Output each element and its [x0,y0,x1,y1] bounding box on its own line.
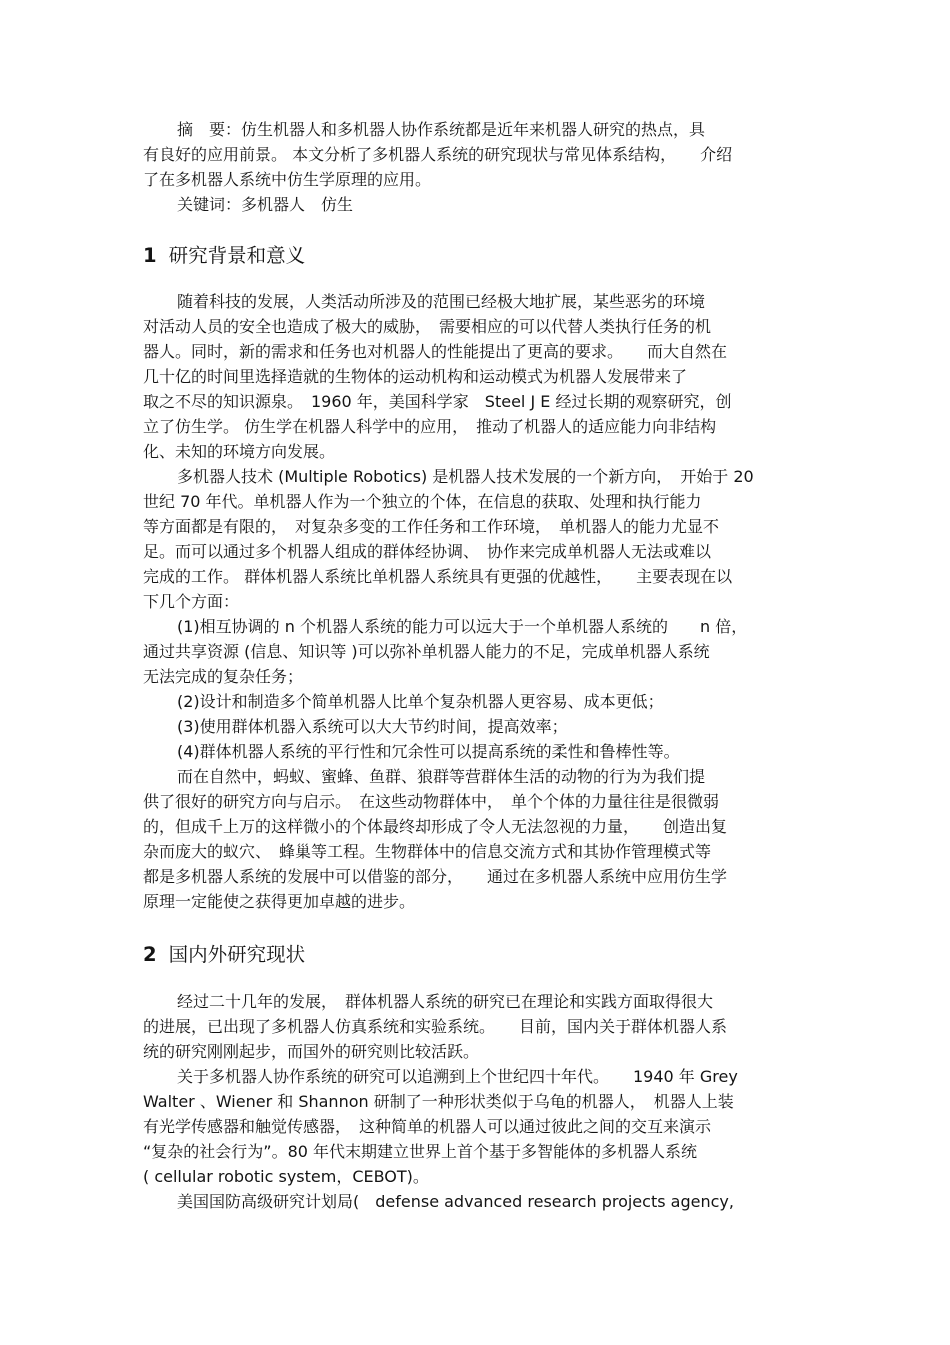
s1-line: 世纪 70 年代。单机器人作为一个独立的个体，在信息的获取、处理和执行能力 [143,492,702,511]
s1-line: 对活动人员的安全也造成了极大的威胁， 需要相应的可以代替人类执行任务的机 [143,317,712,336]
s2-line: 美国国防高级研究计划局( defense advanced research projects agency, [177,1192,734,1211]
s1-line: 的，但成千上万的这样微小的个体最终却形成了令人无法忽视的力量， 创造出复 [143,817,728,836]
s1-line: 杂而庞大的蚁穴、 蜂巢等工程。生物群体中的信息交流方式和其协作管理模式等 [143,842,712,861]
s1-line: 立了仿生学。 仿生学在机器人科学中的应用， 推动了机器人的适应能力向非结构 [143,417,717,436]
s2-line: “复杂的社会行为”。80 年代末期建立世界上首个基于多智能体的多机器人系统 [143,1142,698,1161]
s2-line: 统的研究刚刚起步，而国外的研究则比较活跃。 [143,1042,480,1061]
s1-line: 都是多机器人系统的发展中可以借鉴的部分， 通过在多机器人系统中应用仿生学 [143,867,728,886]
s1-line: 化、未知的环境方向发展。 [143,442,336,461]
s2-line: 有光学传感器和触觉传感器， 这种简单的机器人可以通过彼此之间的交互来演示 [143,1117,712,1136]
s1-list-item: (3)使用群体机器入系统可以大大节约时间，提高效率； [177,717,568,736]
s2-line: 经过二十几年的发展， 群体机器人系统的研究已在理论和实践方面取得很大 [177,992,714,1011]
s1-line: 而在自然中，蚂蚁、蜜蜂、鱼群、狼群等营群体生活的动物的行为为我们提 [177,767,706,786]
section-1-number: 1 [143,244,157,267]
abstract-line-2: 有良好的应用前景。 本文分析了多机器人系统的研究现状与常见体系结构， 介绍 [143,145,733,164]
s1-line: 取之不尽的知识源泉。 1960 年，美国科学家 Steel J E 经过长期的观察研究，创 [143,392,732,411]
s1-line: 下几个方面： [143,592,240,611]
s1-line: 完成的工作。 群体机器人系统比单机器人系统具有更强的优越性， 主要表现在以 [143,567,733,586]
s1-list-item: (2)设计和制造多个简单机器人比单个复杂机器人更容易、成本更低； [177,692,664,711]
s1-line: 原理一定能使之获得更加卓越的进步。 [143,892,416,911]
s1-line: 器人。同时，新的需求和任务也对机器人的性能提出了更高的要求。 而大自然在 [143,342,728,361]
s1-list-item: (1)相互协调的 n 个机器人系统的能力可以远大于一个单机器人系统的 n 倍， [177,617,748,636]
abstract-line-1: 摘 要：仿生机器人和多机器人协作系统都是近年来机器人研究的热点，具 [177,120,706,139]
s1-list-item: (4)群体机器人系统的平行性和冗余性可以提高系统的柔性和鲁棒性等。 [177,742,680,761]
s2-line: 关于多机器人协作系统的研究可以追溯到上个世纪四十年代。 1940 年 Grey [177,1067,738,1086]
s2-line: 的进展，已出现了多机器人仿真系统和实验系统。 目前，国内关于群体机器人系 [143,1017,728,1036]
s1-line: 足。而可以通过多个机器人组成的群体经协调、 协作来完成单机器人无法或难以 [143,542,712,561]
section-2-title: 国内外研究现状 [168,943,306,966]
section-1-title: 研究背景和意义 [168,244,306,267]
section-2-heading [143,943,305,967]
s1-line: 随着科技的发展，人类活动所涉及的范围已经极大地扩展，某些恶劣的环境 [177,292,706,311]
section-1-heading [143,244,305,268]
s2-line: Walter 、Wiener 和 Shannon 研制了一种形状类似于乌龟的机器人， 机器人上装 [143,1092,734,1111]
abstract-line-3: 了在多机器人系统中仿生学原理的应用。 [143,170,432,189]
s1-line: 无法完成的复杂任务； [143,667,304,686]
keywords: 关键词：多机器人 仿生 [177,195,354,214]
s1-line: 通过共享资源 (信息、知识等 )可以弥补单机器人能力的不足，完成单机器人系统 [143,642,710,661]
s1-line: 多机器人技术 (Multiple Robotics) 是机器人技术发展的一个新方向， 开始于 20 [177,467,754,486]
section-2-number: 2 [143,943,157,966]
s1-line: 供了很好的研究方向与启示。 在这些动物群体中， 单个个体的力量往往是很微弱 [143,792,720,811]
s1-line: 几十亿的时间里选择造就的生物体的运动机构和运动模式为机器人发展带来了 [143,367,688,386]
s1-line: 等方面都是有限的， 对复杂多变的工作任务和工作环境， 单机器人的能力尤显不 [143,517,720,536]
s2-line: ( cellular robotic system，CEBOT)。 [143,1167,429,1186]
